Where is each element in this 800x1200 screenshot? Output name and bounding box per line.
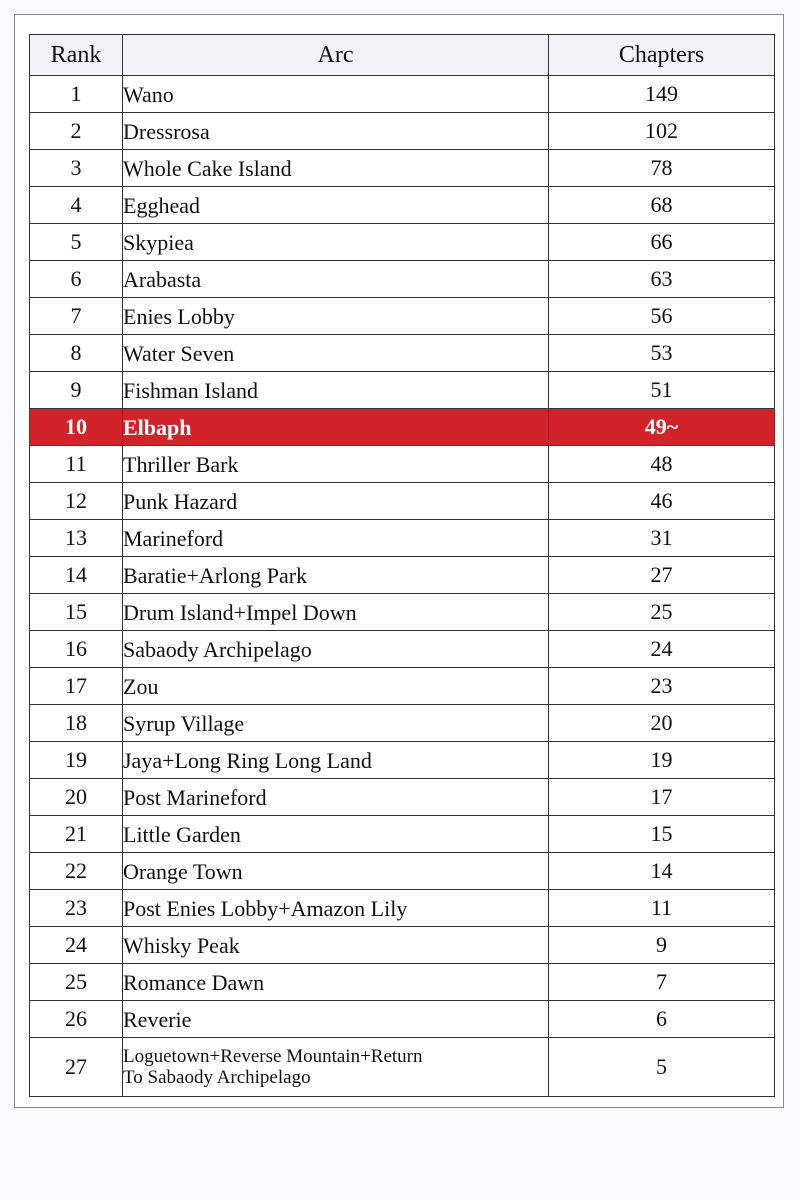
table-row [30, 927, 775, 964]
rank-cell: 13 [30, 520, 123, 557]
rank-cell: 22 [30, 853, 123, 890]
arc-cell: Fishman Island [123, 372, 549, 409]
rank-cell: 18 [30, 705, 123, 742]
rank-cell: 26 [30, 1001, 123, 1038]
rank-cell: 27 [30, 1038, 123, 1097]
table-row [30, 187, 775, 224]
chapters-cell: 23 [549, 668, 775, 705]
table-row [30, 261, 775, 298]
rank-cell: 7 [30, 298, 123, 335]
rank-cell: 5 [30, 224, 123, 261]
table-row [30, 853, 775, 890]
table-row [30, 335, 775, 372]
chapters-cell: 56 [549, 298, 775, 335]
arc-cell: Dressrosa [123, 113, 549, 150]
rank-cell: 8 [30, 335, 123, 372]
table-row [30, 668, 775, 705]
arc-cell: Wano [123, 76, 549, 113]
table-row-highlighted [30, 409, 775, 446]
arc-cell: Syrup Village [123, 705, 549, 742]
arc-cell: Zou [123, 668, 549, 705]
arc-cell: Skypiea [123, 224, 549, 261]
chapters-cell: 5 [549, 1038, 775, 1097]
table-header-row [30, 35, 775, 76]
arc-cell: Elbaph [123, 409, 549, 446]
table-body [30, 76, 775, 1097]
chapters-cell: 48 [549, 446, 775, 483]
chapters-cell: 149 [549, 76, 775, 113]
table-row [30, 483, 775, 520]
arc-chapters-table [29, 34, 775, 1097]
rank-cell: 21 [30, 816, 123, 853]
rank-cell: 19 [30, 742, 123, 779]
rank-cell: 25 [30, 964, 123, 1001]
chapters-cell: 24 [549, 631, 775, 668]
arc-cell: Water Seven [123, 335, 549, 372]
table-row [30, 705, 775, 742]
chapters-cell: 68 [549, 187, 775, 224]
arc-cell: Orange Town [123, 853, 549, 890]
rank-cell: 16 [30, 631, 123, 668]
rank-cell: 11 [30, 446, 123, 483]
table-row [30, 520, 775, 557]
chapters-cell: 17 [549, 779, 775, 816]
chapters-cell: 49~ [549, 409, 775, 446]
table-row [30, 224, 775, 261]
table-row [30, 890, 775, 927]
arc-cell: Whole Cake Island [123, 150, 549, 187]
chapters-cell: 31 [549, 520, 775, 557]
rank-cell: 1 [30, 76, 123, 113]
table-row [30, 631, 775, 668]
table-row [30, 816, 775, 853]
rank-cell: 14 [30, 557, 123, 594]
arc-cell: Egghead [123, 187, 549, 224]
arc-cell: Marineford [123, 520, 549, 557]
chapters-cell: 9 [549, 927, 775, 964]
rank-cell: 23 [30, 890, 123, 927]
arc-cell: Reverie [123, 1001, 549, 1038]
table-row [30, 113, 775, 150]
rank-cell: 24 [30, 927, 123, 964]
arc-cell-line: Loguetown+Reverse Mountain+Return [123, 1046, 423, 1067]
rank-cell: 4 [30, 187, 123, 224]
rank-cell: 10 [30, 409, 123, 446]
arc-cell [123, 1038, 549, 1097]
rank-cell: 2 [30, 113, 123, 150]
arc-cell: Post Enies Lobby+Amazon Lily [123, 890, 549, 927]
chapters-cell: 51 [549, 372, 775, 409]
chapters-cell: 102 [549, 113, 775, 150]
table-row [30, 557, 775, 594]
arc-cell: Sabaody Archipelago [123, 631, 549, 668]
rank-cell: 3 [30, 150, 123, 187]
arc-cell: Drum Island+Impel Down [123, 594, 549, 631]
chapters-cell: 6 [549, 1001, 775, 1038]
chapters-cell: 7 [549, 964, 775, 1001]
table-row [30, 446, 775, 483]
rank-cell: 20 [30, 779, 123, 816]
table-row [30, 298, 775, 335]
document-page [14, 14, 784, 1108]
arc-cell: Post Marineford [123, 779, 549, 816]
rank-cell: 6 [30, 261, 123, 298]
table-row [30, 372, 775, 409]
arc-cell: Baratie+Arlong Park [123, 557, 549, 594]
table-row [30, 76, 775, 113]
chapters-cell: 15 [549, 816, 775, 853]
table-row [30, 150, 775, 187]
arc-cell-line: To Sabaody Archipelago [123, 1067, 311, 1088]
chapters-cell: 27 [549, 557, 775, 594]
arc-cell: Whisky Peak [123, 927, 549, 964]
arc-column-header: Arc [123, 35, 549, 76]
table-row [30, 964, 775, 1001]
table-row [30, 1001, 775, 1038]
chapters-column-header: Chapters [549, 35, 775, 76]
rank-cell: 15 [30, 594, 123, 631]
chapters-cell: 19 [549, 742, 775, 779]
arc-cell: Thriller Bark [123, 446, 549, 483]
table-row [30, 1038, 775, 1097]
table-row [30, 594, 775, 631]
chapters-cell: 53 [549, 335, 775, 372]
arc-cell: Punk Hazard [123, 483, 549, 520]
chapters-cell: 66 [549, 224, 775, 261]
arc-cell: Arabasta [123, 261, 549, 298]
arc-cell: Jaya+Long Ring Long Land [123, 742, 549, 779]
rank-column-header: Rank [30, 35, 123, 76]
arc-cell: Little Garden [123, 816, 549, 853]
chapters-cell: 20 [549, 705, 775, 742]
chapters-cell: 46 [549, 483, 775, 520]
chapters-cell: 11 [549, 890, 775, 927]
arc-cell: Romance Dawn [123, 964, 549, 1001]
rank-cell: 9 [30, 372, 123, 409]
rank-cell: 17 [30, 668, 123, 705]
chapters-cell: 25 [549, 594, 775, 631]
table-row [30, 742, 775, 779]
arc-cell: Enies Lobby [123, 298, 549, 335]
rank-cell: 12 [30, 483, 123, 520]
chapters-cell: 78 [549, 150, 775, 187]
chapters-cell: 63 [549, 261, 775, 298]
table-row [30, 779, 775, 816]
chapters-cell: 14 [549, 853, 775, 890]
